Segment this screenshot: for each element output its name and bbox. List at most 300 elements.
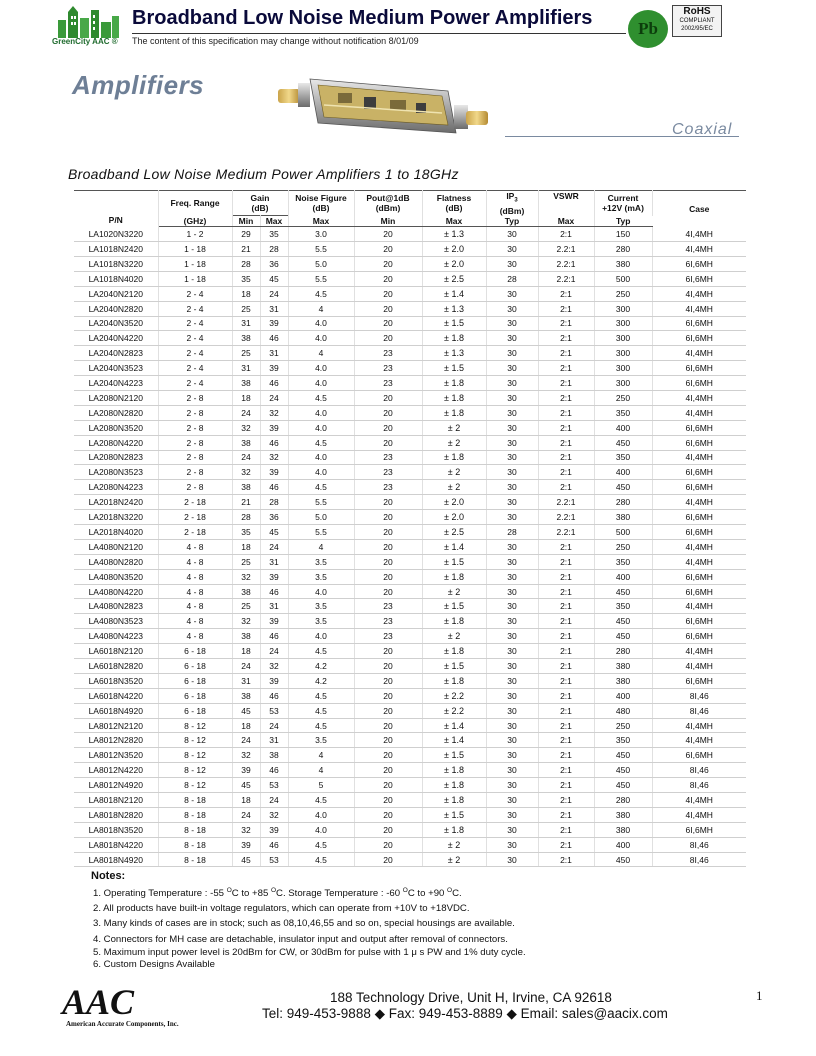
cell-vswr: 2.2:1 [538,242,594,257]
cell-vswr: 2:1 [538,390,594,405]
cell-current: 480 [594,703,652,718]
cell-ip3: 30 [486,376,538,391]
cell-pn: LA4080N2820 [74,554,158,569]
cell-freq: 2 - 8 [158,480,232,495]
cell-pn: LA8012N4220 [74,763,158,778]
cell-current: 250 [594,718,652,733]
cell-pn: LA2080N4220 [74,435,158,450]
cell-pout: 20 [354,554,422,569]
col-flat [422,191,486,216]
cell-nf: 5.5 [288,495,354,510]
col-current-unit: +12V (mA) [602,203,644,214]
table-row [74,480,746,495]
note-2: 2. All products have built-in voltage regulators, which can operate from +10V to +18VDC. [93,903,470,915]
cell-nf: 4.5 [288,644,354,659]
cell-gain-max: 24 [260,718,288,733]
cell-nf: 4.0 [288,316,354,331]
cell-current: 450 [594,614,652,629]
cell-ip3: 30 [486,465,538,480]
cell-gain-min: 18 [232,539,260,554]
company-name: American Accurate Components, Inc. [66,1020,179,1028]
cell-ip3: 30 [486,629,538,644]
cell-flatness: ± 2.0 [422,242,486,257]
cell-vswr: 2:1 [538,435,594,450]
cell-current: 500 [594,525,652,540]
table-row [74,539,746,554]
cell-ip3: 30 [486,584,538,599]
table-row [74,510,746,525]
cell-case: 6I,6MH [652,420,746,435]
cell-current: 380 [594,659,652,674]
cell-case: 4I,4MH [652,554,746,569]
col-freq: Freq. Range [158,191,232,216]
table-row [74,286,746,301]
col-pout-sub: Min [354,216,422,227]
cell-case: 6I,6MH [652,614,746,629]
col-flat-sub: Max [422,216,486,227]
cell-current: 250 [594,390,652,405]
note-1-c: C. Storage Temperature : -60 [276,888,403,899]
cell-pout: 23 [354,361,422,376]
cell-freq: 2 - 4 [158,346,232,361]
cell-nf: 4 [288,539,354,554]
cell-ip3: 30 [486,688,538,703]
cell-gain-min: 35 [232,271,260,286]
table-row [74,778,746,793]
cell-nf: 5.0 [288,256,354,271]
cell-current: 300 [594,346,652,361]
cell-current: 380 [594,256,652,271]
cell-ip3: 30 [486,748,538,763]
cell-flatness: ± 1.5 [422,361,486,376]
logo-text: GreenCity AAC ® [52,37,118,46]
cell-pout: 20 [354,748,422,763]
cell-pn: LA2040N4223 [74,376,158,391]
cell-pout: 20 [354,331,422,346]
cell-gain-max: 45 [260,525,288,540]
cell-ip3: 30 [486,435,538,450]
cell-gain-min: 38 [232,480,260,495]
cell-gain-max: 32 [260,659,288,674]
table-row [74,629,746,644]
cell-ip3: 30 [486,837,538,852]
cell-gain-max: 46 [260,480,288,495]
cell-pout: 20 [354,495,422,510]
cell-nf: 4 [288,763,354,778]
cell-pout: 20 [354,793,422,808]
cell-gain-max: 36 [260,256,288,271]
cell-vswr: 2:1 [538,614,594,629]
cell-gain-max: 24 [260,644,288,659]
page-title: Broadband Low Noise Medium Power Amplifiers [132,7,593,29]
note-1-d: C to +90 [407,888,448,899]
amplifier-product-icon [278,75,488,141]
cell-vswr: 2:1 [538,852,594,867]
cell-case: 8I,46 [652,763,746,778]
cell-freq: 2 - 8 [158,405,232,420]
cell-case: 4I,4MH [652,242,746,257]
cell-nf: 5.0 [288,510,354,525]
cell-flatness: ± 1.8 [422,793,486,808]
table-row [74,614,746,629]
cell-flatness: ± 1.5 [422,554,486,569]
cell-gain-min: 18 [232,644,260,659]
cell-vswr: 2:1 [538,703,594,718]
cell-vswr: 2:1 [538,584,594,599]
cell-pn: LA2040N2120 [74,286,158,301]
cell-flatness: ± 1.3 [422,301,486,316]
cell-pn: LA4080N4220 [74,584,158,599]
table-row [74,420,746,435]
cell-ip3: 30 [486,673,538,688]
cell-gain-max: 46 [260,331,288,346]
cell-vswr: 2:1 [538,688,594,703]
cell-case: 8I,46 [652,837,746,852]
cell-gain-max: 36 [260,510,288,525]
col-gain-label: Gain [250,193,270,204]
cell-gain-max: 31 [260,733,288,748]
cell-case: 8I,46 [652,703,746,718]
cell-flatness: ± 2.0 [422,256,486,271]
cell-case: 8I,46 [652,688,746,703]
cell-gain-min: 38 [232,688,260,703]
cell-gain-max: 39 [260,316,288,331]
cell-current: 380 [594,673,652,688]
col-nf-sub: Max [288,216,354,227]
cell-nf: 4.0 [288,376,354,391]
cell-ip3: 28 [486,271,538,286]
cell-nf: 4.5 [288,852,354,867]
section-title: Amplifiers [72,70,205,100]
cell-current: 400 [594,569,652,584]
note-6: 6. Custom Designs Available [93,958,215,970]
col-pout-label: Pout@1dB [366,193,410,204]
cell-ip3: 30 [486,539,538,554]
cell-vswr: 2:1 [538,807,594,822]
cell-gain-max: 39 [260,614,288,629]
cell-pout: 20 [354,510,422,525]
col-ip3 [486,191,538,216]
cell-case: 6I,6MH [652,584,746,599]
cell-pn: LA8012N2120 [74,718,158,733]
cell-gain-min: 28 [232,256,260,271]
table-row [74,569,746,584]
cell-pn: LA8018N4920 [74,852,158,867]
cell-flatness: ± 1.5 [422,599,486,614]
cell-freq: 2 - 8 [158,450,232,465]
table-row [74,435,746,450]
cell-gain-max: 46 [260,688,288,703]
cell-current: 350 [594,554,652,569]
cell-case: 4I,4MH [652,733,746,748]
degree-mark: O [402,887,408,894]
cell-freq: 2 - 18 [158,495,232,510]
cell-flatness: ± 1.8 [422,614,486,629]
cell-current: 250 [594,539,652,554]
cell-current: 400 [594,420,652,435]
cell-pn: LA2040N4220 [74,331,158,346]
cell-ip3: 30 [486,554,538,569]
cell-pout: 20 [354,569,422,584]
cell-ip3: 30 [486,718,538,733]
cell-current: 400 [594,688,652,703]
cell-freq: 1 - 18 [158,242,232,257]
cell-nf: 4.5 [288,480,354,495]
table-row [74,599,746,614]
cell-vswr: 2:1 [538,301,594,316]
cell-vswr: 2:1 [538,673,594,688]
cell-gain-max: 28 [260,495,288,510]
cell-pn: LA4080N4223 [74,629,158,644]
cell-freq: 8 - 18 [158,837,232,852]
col-ip3-unit: (dBm) [499,205,525,216]
cell-gain-max: 53 [260,703,288,718]
cell-current: 450 [594,480,652,495]
cell-nf: 3.5 [288,733,354,748]
cell-pout: 20 [354,807,422,822]
cell-case: 4I,4MH [652,718,746,733]
col-vswr: VSWR [538,191,594,216]
table-title: Broadband Low Noise Medium Power Amplifiers 1 to 18GHz [68,166,459,182]
cell-freq: 2 - 8 [158,465,232,480]
cell-gain-min: 18 [232,718,260,733]
cell-freq: 4 - 8 [158,554,232,569]
cell-ip3: 30 [486,793,538,808]
cell-case: 6I,6MH [652,525,746,540]
col-case: Case [689,203,710,214]
cell-gain-min: 32 [232,420,260,435]
cell-case: 6I,6MH [652,361,746,376]
col-gain-max: Max [260,216,288,227]
cell-ip3: 30 [486,614,538,629]
cell-gain-min: 32 [232,569,260,584]
cell-pn: LA2018N4020 [74,525,158,540]
cell-current: 450 [594,584,652,599]
cell-pout: 20 [354,703,422,718]
cell-flatness: ± 1.5 [422,659,486,674]
cell-vswr: 2:1 [538,629,594,644]
cell-freq: 2 - 8 [158,420,232,435]
table-row [74,361,746,376]
cell-flatness: ± 1.3 [422,346,486,361]
cell-nf: 4.5 [288,435,354,450]
cell-nf: 4.0 [288,450,354,465]
cell-vswr: 2:1 [538,748,594,763]
cell-ip3: 30 [486,569,538,584]
cell-gain-min: 25 [232,346,260,361]
cell-pout: 20 [354,286,422,301]
cell-pn: LA8012N3520 [74,748,158,763]
table-row [74,271,746,286]
degree-mark: O [270,887,277,894]
cell-flatness: ± 2.2 [422,688,486,703]
cell-ip3: 30 [486,495,538,510]
cell-vswr: 2:1 [538,346,594,361]
cell-nf: 3.5 [288,569,354,584]
cell-pout: 23 [354,629,422,644]
cell-gain-max: 24 [260,286,288,301]
cell-ip3: 30 [486,778,538,793]
cell-pn: LA1018N2420 [74,242,158,257]
cell-ip3: 30 [486,450,538,465]
cell-ip3: 30 [486,301,538,316]
cell-gain-max: 38 [260,748,288,763]
cell-gain-min: 32 [232,465,260,480]
cell-gain-min: 25 [232,554,260,569]
table-row [74,390,746,405]
cell-flatness: ± 1.4 [422,539,486,554]
cell-flatness: ± 1.8 [422,673,486,688]
cell-freq: 2 - 4 [158,301,232,316]
table-row [74,465,746,480]
title-divider [132,33,626,34]
cell-pn: LA2080N2823 [74,450,158,465]
cell-freq: 4 - 8 [158,569,232,584]
cell-freq: 4 - 8 [158,629,232,644]
cell-current: 300 [594,361,652,376]
cell-vswr: 2:1 [538,316,594,331]
cell-pout: 23 [354,346,422,361]
cell-gain-min: 25 [232,301,260,316]
cell-nf: 3.5 [288,554,354,569]
cell-flatness: ± 1.8 [422,644,486,659]
table-row [74,807,746,822]
col-current [594,191,652,216]
cell-vswr: 2:1 [538,286,594,301]
cell-vswr: 2:1 [538,837,594,852]
cell-gain-max: 28 [260,242,288,257]
cell-gain-max: 24 [260,539,288,554]
cell-nf: 4.5 [288,718,354,733]
cell-ip3: 30 [486,420,538,435]
cell-vswr: 2:1 [538,420,594,435]
cell-flatness: ± 1.5 [422,316,486,331]
revision-notice: The content of this specification may change without notification 8/01/09 [132,36,419,46]
cell-gain-max: 32 [260,450,288,465]
cell-pn: LA6018N4920 [74,703,158,718]
cell-gain-min: 32 [232,822,260,837]
cell-flatness: ± 1.3 [422,227,486,242]
cell-vswr: 2:1 [538,778,594,793]
cell-vswr: 2:1 [538,599,594,614]
cell-pout: 20 [354,733,422,748]
cell-case: 4I,4MH [652,539,746,554]
table-row [74,703,746,718]
degree-mark: O [447,887,453,894]
cell-nf: 5.5 [288,242,354,257]
cell-vswr: 2:1 [538,376,594,391]
cell-ip3: 30 [486,822,538,837]
cell-pout: 20 [354,525,422,540]
cell-case: 6I,6MH [652,435,746,450]
cell-flatness: ± 2 [422,480,486,495]
aac-logo-icon [60,984,190,1020]
cell-freq: 1 - 18 [158,271,232,286]
cell-pout: 20 [354,316,422,331]
cell-vswr: 2:1 [538,644,594,659]
cell-pn: LA1018N4020 [74,271,158,286]
header-row-2 [74,216,746,227]
cell-gain-max: 46 [260,435,288,450]
notes-block [93,869,733,971]
cell-case: 6I,6MH [652,822,746,837]
cell-freq: 8 - 12 [158,763,232,778]
cell-current: 300 [594,331,652,346]
cell-ip3: 30 [486,807,538,822]
table-row [74,301,746,316]
cell-pn: LA8012N2820 [74,733,158,748]
lead-free-badge [628,10,668,48]
cell-gain-min: 29 [232,227,260,242]
cell-flatness: ± 1.8 [422,822,486,837]
cell-gain-min: 18 [232,390,260,405]
cell-case: 4I,4MH [652,599,746,614]
cell-pn: LA8018N3520 [74,822,158,837]
cell-gain-min: 38 [232,435,260,450]
cell-pn: LA2080N2820 [74,405,158,420]
cell-current: 350 [594,405,652,420]
cell-pout: 20 [354,227,422,242]
cell-freq: 1 - 18 [158,256,232,271]
cell-pn: LA4080N2823 [74,599,158,614]
cell-current: 380 [594,822,652,837]
cell-nf: 4.0 [288,361,354,376]
cell-freq: 8 - 18 [158,852,232,867]
cell-flatness: ± 2 [422,435,486,450]
cell-gain-min: 35 [232,525,260,540]
table-row [74,405,746,420]
cell-ip3: 30 [486,659,538,674]
cell-pn: LA2018N2420 [74,495,158,510]
cell-pn: LA2040N2820 [74,301,158,316]
cell-nf: 4.2 [288,673,354,688]
cell-gain-max: 39 [260,465,288,480]
cell-case: 6I,6MH [652,748,746,763]
cell-nf: 4.0 [288,405,354,420]
cell-pout: 20 [354,718,422,733]
cell-pn: LA4080N3520 [74,569,158,584]
cell-pout: 20 [354,301,422,316]
cell-gain-min: 24 [232,450,260,465]
cell-ip3: 30 [486,286,538,301]
cell-freq: 2 - 8 [158,435,232,450]
col-current-sub: Typ [594,216,652,227]
cell-gain-min: 39 [232,837,260,852]
cell-case: 4I,4MH [652,390,746,405]
cell-pout: 23 [354,480,422,495]
table-row [74,837,746,852]
cell-pout: 20 [354,584,422,599]
cell-current: 300 [594,301,652,316]
cell-nf: 4.0 [288,465,354,480]
cell-flatness: ± 1.5 [422,807,486,822]
cell-nf: 4.0 [288,420,354,435]
cell-case: 8I,46 [652,778,746,793]
cell-vswr: 2.2:1 [538,525,594,540]
cell-gain-min: 31 [232,316,260,331]
cell-current: 450 [594,778,652,793]
note-1 [93,883,733,901]
cell-freq: 8 - 12 [158,718,232,733]
cell-case: 6I,6MH [652,271,746,286]
cell-freq: 6 - 18 [158,659,232,674]
col-flat-unit: (dB) [445,203,463,214]
cell-nf: 4.0 [288,584,354,599]
cell-vswr: 2.2:1 [538,271,594,286]
cell-gain-max: 46 [260,376,288,391]
cell-nf: 4.5 [288,793,354,808]
table-row [74,718,746,733]
